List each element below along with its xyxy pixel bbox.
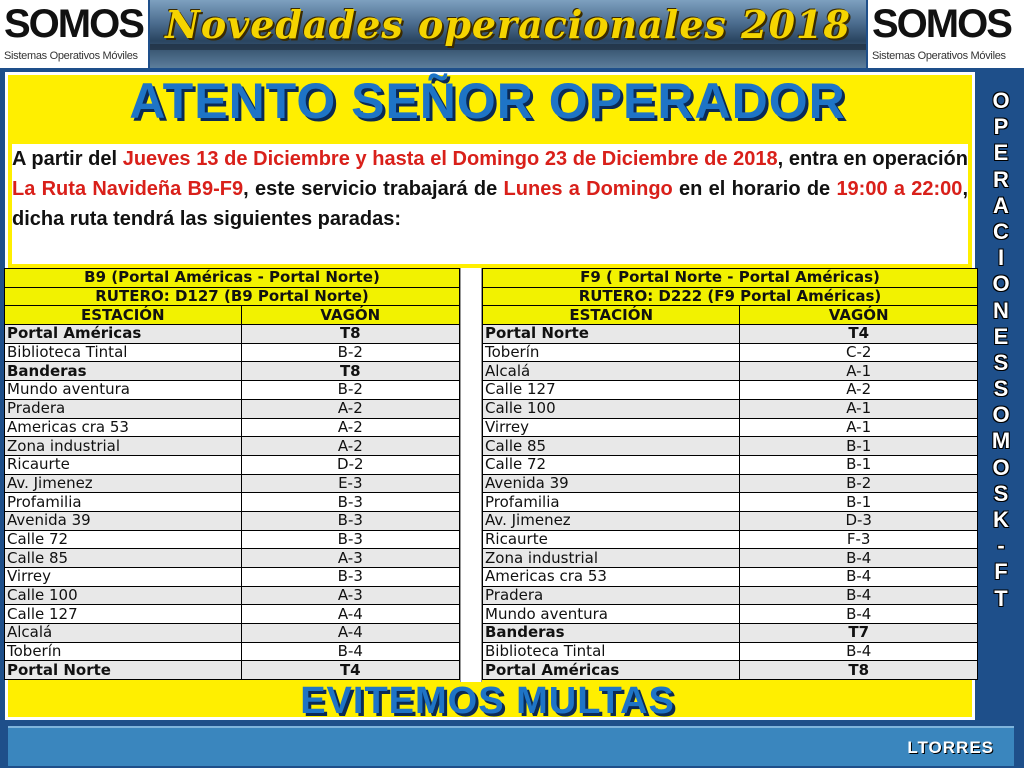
wagon-cell: B-4 [740,568,978,587]
table-row [5,568,460,587]
wagon-cell: D-3 [740,511,978,530]
station-cell: Calle 127 [483,381,740,400]
column-header-wagon: VAGÓN [241,306,459,325]
paragraph-text: en el horario de [672,178,837,200]
table-row [483,624,978,643]
wagon-cell: A-2 [740,381,978,400]
wagon-cell: B-4 [740,586,978,605]
table-title-row [483,269,978,288]
station-cell: Pradera [5,399,242,418]
wagon-cell: A-1 [740,418,978,437]
side-letter: O [992,271,1010,297]
table-row [483,362,978,381]
wagon-cell: B-4 [740,605,978,624]
side-letter: T [994,585,1008,611]
banner-title: Novedades operacionales 2018 [165,2,851,47]
route-title: B9 (Portal Américas - Portal Norte) [5,269,460,288]
table-row [5,455,460,474]
station-cell: Biblioteca Tintal [483,642,740,661]
station-cell: Alcalá [483,362,740,381]
table-row [5,325,460,344]
side-letter: S [993,349,1009,375]
column-header-station: ESTACIÓN [5,306,242,325]
paragraph-text: , este servicio trabajará de [243,178,504,200]
table-row [483,605,978,624]
wagon-cell: A-1 [740,362,978,381]
table-row [483,549,978,568]
highlight-text: Jueves 13 de Diciembre y hasta el Domingo 23 de Diciembre de 2018 [122,148,778,170]
table-row [5,493,460,512]
side-letter: O [992,454,1010,480]
wagon-cell: B-3 [241,568,459,587]
wagon-cell: A-2 [241,418,459,437]
wagon-cell: B-2 [241,381,459,400]
wagon-cell: B-2 [740,474,978,493]
table-row [483,642,978,661]
station-cell: Alcalá [5,624,242,643]
side-letter: F [994,559,1008,585]
table-row [483,474,978,493]
rutero-label: RUTERO: D127 (B9 Portal Norte) [5,287,460,306]
highlight-text: Lunes a Domingo [503,178,673,200]
table-row [5,586,460,605]
table-row [5,418,460,437]
station-cell: Portal Norte [483,325,740,344]
wagon-cell: B-3 [241,511,459,530]
station-cell: Calle 100 [483,399,740,418]
somos-logo-right [868,0,1024,68]
wagon-cell: T7 [740,624,978,643]
side-letter: K [993,507,1009,532]
wagon-cell: B-1 [740,493,978,512]
wagon-cell: T8 [740,661,978,680]
logo-subtitle: Sistemas Operativos Móviles [872,50,1006,62]
table-row [5,642,460,661]
table-row [5,474,460,493]
wagon-cell: T8 [241,325,459,344]
station-cell: Calle 85 [483,437,740,456]
side-letter: M [991,428,1011,454]
table-header-row [483,306,978,325]
table-row [483,455,978,474]
highlight-text: La Ruta Navideña B9-F9 [12,178,244,200]
route-table-b9 [4,268,460,680]
wagon-cell: B-2 [241,343,459,362]
table-row [483,661,978,680]
station-cell: Mundo aventura [5,381,242,400]
station-cell: Banderas [5,362,242,381]
somos-logo-left [0,0,148,68]
table-header-row [5,306,460,325]
wagon-cell: A-3 [241,549,459,568]
side-letter: E [993,140,1009,166]
station-cell: Virrey [5,568,242,587]
paragraph-text: , entra en operación [777,148,968,170]
wagon-cell: T4 [740,325,978,344]
wagon-cell: A-3 [241,586,459,605]
logo-word: SOMOS [872,2,1011,46]
station-cell: Pradera [483,586,740,605]
station-cell: Virrey [483,418,740,437]
wagon-cell: B-3 [241,530,459,549]
route-table-f9 [482,268,978,680]
station-cell: Av. Jimenez [5,474,242,493]
table-row [483,399,978,418]
station-cell: Calle 85 [5,549,242,568]
table-row [5,511,460,530]
table-row [483,418,978,437]
station-cell: Av. Jimenez [483,511,740,530]
table-row [483,530,978,549]
side-letter: - [997,533,1005,559]
wagon-cell: B-1 [740,455,978,474]
wagon-cell: A-4 [241,605,459,624]
side-letter: N [993,297,1009,323]
table-row [483,586,978,605]
table-row [483,381,978,400]
wagon-cell: D-2 [241,455,459,474]
page-title: ATENTO SEÑOR OPERADOR [129,73,846,129]
wagon-cell: T4 [241,661,459,680]
station-cell: Mundo aventura [483,605,740,624]
side-letter: E [993,323,1009,349]
table-row [5,549,460,568]
station-cell: Ricaurte [5,455,242,474]
wagon-cell: C-2 [740,343,978,362]
station-cell: Avenida 39 [483,474,740,493]
station-cell: Avenida 39 [5,511,242,530]
footer-heading: EVITEMOS MULTAS [300,680,675,722]
table-row [5,381,460,400]
wagon-cell: F-3 [740,530,978,549]
column-header-station: ESTACIÓN [483,306,740,325]
paragraph-text: A partir del [12,148,123,170]
table-row [5,362,460,381]
wagon-cell: B-4 [241,642,459,661]
table-divider [460,268,482,682]
station-cell: Profamilia [5,493,242,512]
highlight-text: 19:00 a 22:00 [836,178,963,200]
table-row [5,343,460,362]
route-title: F9 ( Portal Norte - Portal Américas) [483,269,978,288]
table-row [483,511,978,530]
station-cell: Portal Américas [5,325,242,344]
wagon-cell: A-4 [241,624,459,643]
rutero-label: RUTERO: D222 (F9 Portal Américas) [483,287,978,306]
station-cell: Portal Américas [483,661,740,680]
table-rutero-row [483,287,978,306]
side-letter: O [992,88,1010,113]
table-row [5,624,460,643]
wagon-cell: A-2 [241,437,459,456]
table-row [483,568,978,587]
side-vertical-label [978,88,1024,728]
station-cell: Portal Norte [5,661,242,680]
side-letter: O [992,402,1010,428]
wagon-cell: B-4 [740,642,978,661]
side-letter: C [993,218,1009,244]
station-cell: Zona industrial [5,437,242,456]
paragraph-text: , dicha ruta tendrá las siguientes paradas: [12,178,968,230]
logo-word: SOMOS [4,2,143,46]
station-cell: Calle 72 [5,530,242,549]
table-row [5,605,460,624]
wagon-cell: A-1 [740,399,978,418]
station-cell: Americas cra 53 [5,418,242,437]
wagon-cell: B-3 [241,493,459,512]
table-rutero-row [5,287,460,306]
side-letter: I [997,245,1005,271]
side-letter: R [993,166,1009,192]
table-row [483,325,978,344]
station-cell: Calle 100 [5,586,242,605]
station-cell: Calle 72 [483,455,740,474]
wagon-cell: B-4 [740,549,978,568]
wagon-cell: A-2 [241,399,459,418]
author-signature: LTORRES [907,738,994,757]
table-row [5,530,460,549]
wagon-cell: T8 [241,362,459,381]
table-row [5,661,460,680]
table-row [5,437,460,456]
table-row [483,343,978,362]
station-cell: Banderas [483,624,740,643]
wagon-cell: E-3 [241,474,459,493]
notice-paragraph [12,144,968,264]
table-row [483,493,978,512]
station-cell: Calle 127 [5,605,242,624]
table-row [5,399,460,418]
logo-subtitle: Sistemas Operativos Móviles [4,50,138,62]
table-title-row [5,269,460,288]
side-letter: P [993,114,1009,140]
column-header-wagon: VAGÓN [740,306,978,325]
side-letter: S [993,376,1009,402]
station-cell: Zona industrial [483,549,740,568]
wagon-cell: B-1 [740,437,978,456]
table-row [483,437,978,456]
station-cell: Biblioteca Tintal [5,343,242,362]
side-letter: S [993,480,1009,506]
side-letter: A [993,192,1009,218]
station-cell: Americas cra 53 [483,568,740,587]
header-banner [150,0,866,68]
bottom-bar [8,726,1014,766]
station-cell: Toberín [5,642,242,661]
station-cell: Profamilia [483,493,740,512]
station-cell: Toberín [483,343,740,362]
station-cell: Ricaurte [483,530,740,549]
